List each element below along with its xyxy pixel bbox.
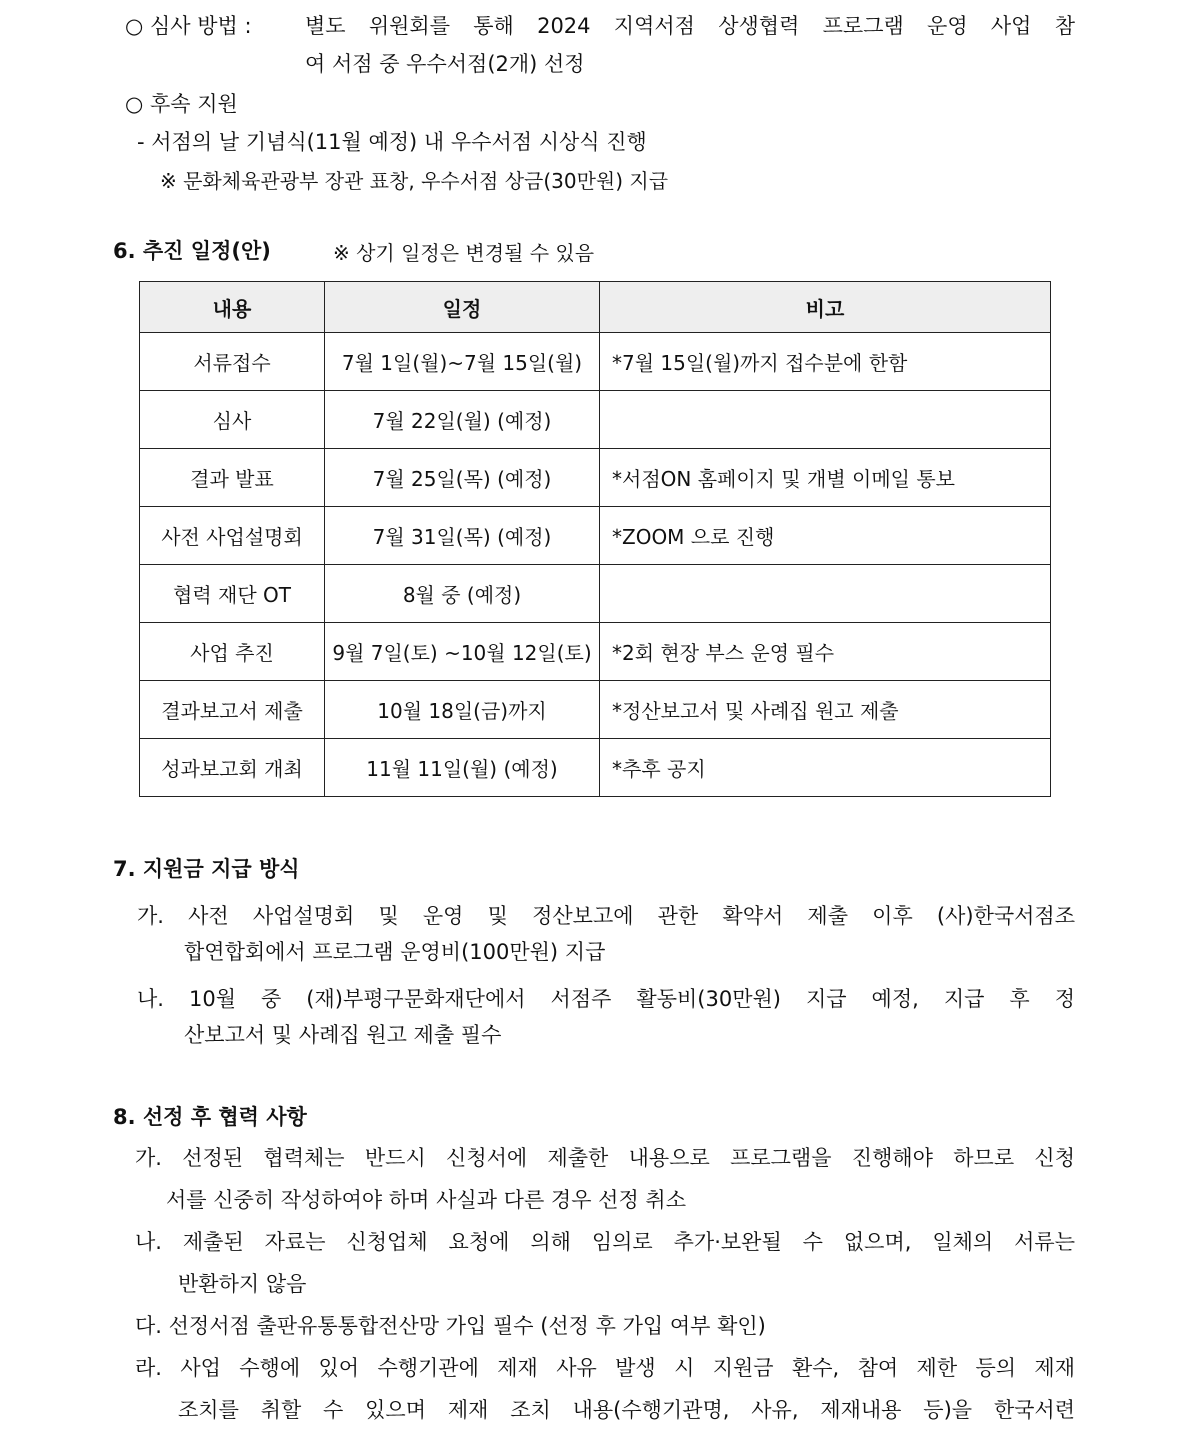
header-remarks: 비고	[600, 282, 1051, 333]
review-method-label: ○ 심사 방법 :	[125, 14, 252, 38]
section8-title: 8. 선정 후 협력 사항	[113, 1105, 307, 1129]
table-row	[140, 449, 1051, 507]
section8-item-a-line2: 서를 신중히 작성하여야 하며 사실과 다른 경우 선정 취소	[166, 1188, 686, 1212]
row-content: 성과보고회 개최	[140, 739, 325, 797]
table-row	[140, 565, 1051, 623]
table-row	[140, 391, 1051, 449]
section8-item-a-line1: 가. 선정된 협력체는 반드시 신청서에 제출한 내용으로 프로그램을 진행해야 하므로 신청	[135, 1146, 1075, 1170]
section8-item-b-line1: 나. 제출된 자료는 신청업체 요청에 의해 임의로 추가·보완될 수 없으며, 일체의 서류는	[135, 1230, 1075, 1254]
row-remarks	[600, 565, 1051, 623]
section8-item-c-line1: 다. 선정서점 출판유통통합전산망 가입 필수 (선정 후 가입 여부 확인)	[135, 1314, 766, 1338]
table-row	[140, 507, 1051, 565]
section7-item-b-line2: 산보고서 및 사례집 원고 제출 필수	[184, 1023, 502, 1047]
row-remarks	[600, 391, 1051, 449]
row-schedule: 9월 7일(토) ~10월 12일(토)	[325, 623, 600, 681]
row-remarks: *서점ON 홈페이지 및 개별 이메일 통보	[600, 449, 1051, 507]
row-content: 결과 발표	[140, 449, 325, 507]
row-content: 협력 재단 OT	[140, 565, 325, 623]
section6-note: ※ 상기 일정은 변경될 수 있음	[333, 241, 595, 265]
row-schedule: 8월 중 (예정)	[325, 565, 600, 623]
section6-title: 6. 추진 일정(안)	[113, 239, 271, 263]
section8-item-d-line1: 라. 사업 수행에 있어 수행기관에 제재 사유 발생 시 지원금 환수, 참여 제한 등의 제재	[135, 1356, 1075, 1380]
section7-item-a-line1: 가. 사전 사업설명회 및 운영 및 정산보고에 관한 확약서 제출 이후 (사)한국서점조	[137, 904, 1075, 928]
row-content: 결과보고서 제출	[140, 681, 325, 739]
row-remarks: *정산보고서 및 사례집 원고 제출	[600, 681, 1051, 739]
schedule-table	[139, 281, 1051, 797]
row-remarks: *2회 현장 부스 운영 필수	[600, 623, 1051, 681]
table-row	[140, 681, 1051, 739]
row-content: 심사	[140, 391, 325, 449]
followup-note: ※ 문화체육관광부 장관 표창, 우수서점 상금(30만원) 지급	[160, 169, 669, 193]
row-schedule: 7월 1일(월)~7월 15일(월)	[325, 333, 600, 391]
row-schedule: 7월 22일(월) (예정)	[325, 391, 600, 449]
table-row	[140, 623, 1051, 681]
review-method-line1: 별도 위원회를 통해 2024 지역서점 상생협력 프로그램 운영 사업 참	[305, 14, 1075, 38]
row-remarks: *ZOOM 으로 진행	[600, 507, 1051, 565]
header-content: 내용	[140, 282, 325, 333]
followup-item: - 서점의 날 기념식(11월 예정) 내 우수서점 시상식 진행	[137, 130, 647, 154]
table-row	[140, 333, 1051, 391]
schedule-header-row	[140, 282, 1051, 333]
row-schedule: 7월 25일(목) (예정)	[325, 449, 600, 507]
row-content: 사전 사업설명회	[140, 507, 325, 565]
section8-item-d-line2: 조치를 취할 수 있으며 제재 조치 내용(수행기관명, 사유, 제재내용 등)을 한국서련	[178, 1398, 1075, 1422]
section8-item-b-line2: 반환하지 않음	[178, 1272, 307, 1296]
section7-item-a-line2: 합연합회에서 프로그램 운영비(100만원) 지급	[184, 940, 606, 964]
row-content: 서류접수	[140, 333, 325, 391]
row-schedule: 7월 31일(목) (예정)	[325, 507, 600, 565]
section7-title: 7. 지원금 지급 방식	[113, 857, 300, 881]
row-schedule: 11월 11일(월) (예정)	[325, 739, 600, 797]
row-content: 사업 추진	[140, 623, 325, 681]
review-method-line2: 여 서점 중 우수서점(2개) 선정	[305, 52, 585, 76]
row-schedule: 10월 18일(금)까지	[325, 681, 600, 739]
header-schedule: 일정	[325, 282, 600, 333]
section7-item-b-line1: 나. 10월 중 (재)부평구문화재단에서 서점주 활동비(30만원) 지급 예정, 지급 후 정	[137, 987, 1075, 1011]
followup-label: ○ 후속 지원	[125, 92, 238, 116]
table-row	[140, 739, 1051, 797]
row-remarks: *추후 공지	[600, 739, 1051, 797]
row-remarks: *7월 15일(월)까지 접수분에 한함	[600, 333, 1051, 391]
